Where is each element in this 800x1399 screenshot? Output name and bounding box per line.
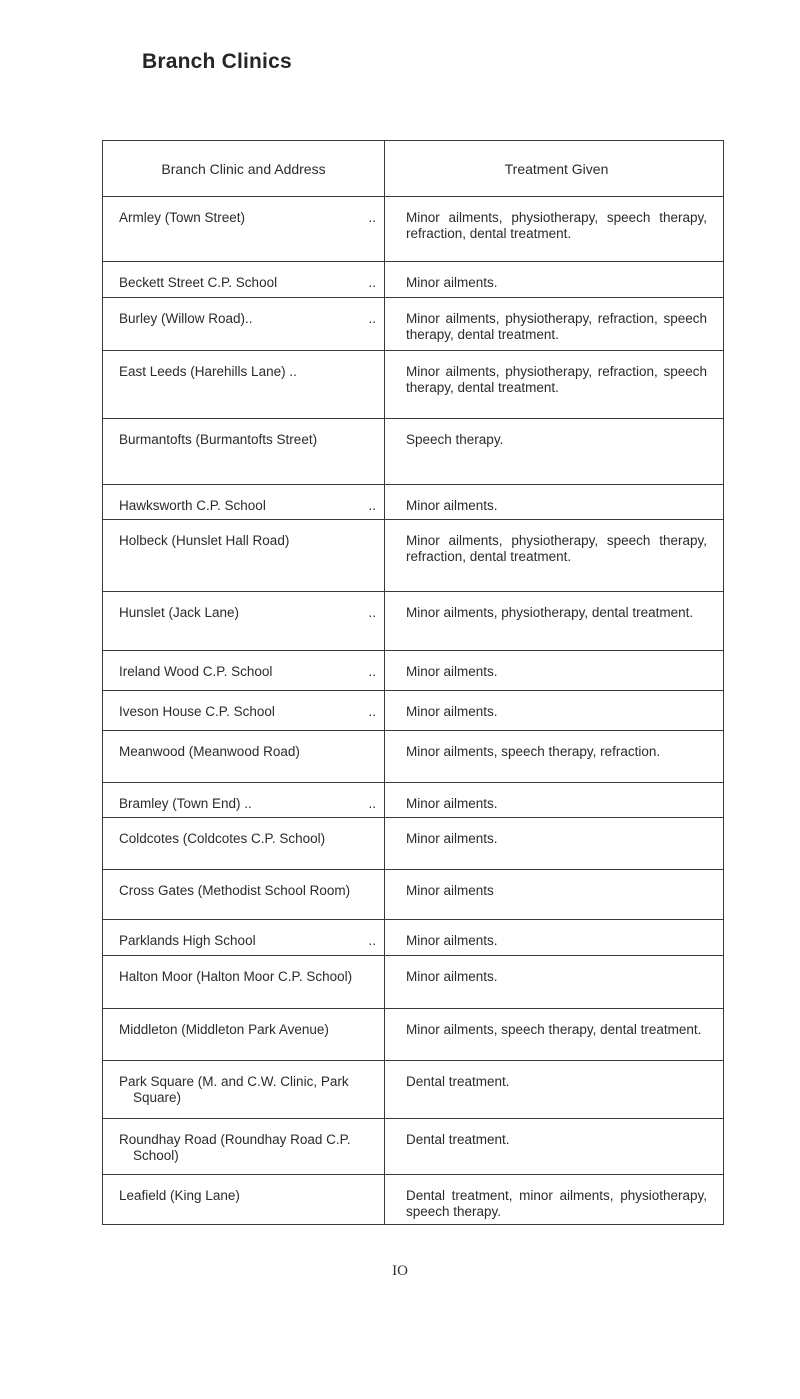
clinic-cell	[103, 920, 385, 955]
table-row	[103, 520, 723, 592]
table-row	[103, 485, 723, 520]
clinic-cell	[103, 351, 385, 418]
table-row	[103, 592, 723, 651]
treatment-cell: Minor ailments, physiotherapy, refraction, speech therapy, dental treatment.	[406, 311, 707, 342]
clinic-name: Burmantofts (Burmantofts Street)	[119, 432, 318, 447]
treatment-cell: Dental treatment.	[406, 1074, 510, 1089]
page-title: Branch Clinics	[142, 50, 292, 73]
table-row	[103, 1061, 723, 1119]
treatment-cell: Minor ailments, speech therapy, refraction.	[406, 744, 661, 759]
clinic-name: Coldcotes (Coldcotes C.P. School)	[119, 831, 326, 846]
table-row	[103, 956, 723, 1009]
treatment-cell: Minor ailments.	[406, 796, 498, 811]
clinic-cell	[103, 197, 385, 261]
clinic-cell	[103, 520, 385, 591]
treatment-cell: Minor ailments.	[406, 933, 498, 948]
column-header-treatment: Treatment Given	[504, 160, 609, 177]
table-row	[103, 651, 723, 691]
treatment-cell: Minor ailments, physiotherapy, speech therapy, refraction, dental treatment.	[406, 210, 707, 241]
clinic-name: Halton Moor (Halton Moor C.P. School)	[119, 969, 353, 984]
clinic-name: Holbeck (Hunslet Hall Road)	[119, 533, 290, 548]
clinic-name: Parklands High School	[119, 933, 256, 948]
table-row	[103, 920, 723, 956]
clinic-name: Park Square (M. and C.W. Clinic, Park Square)	[119, 1074, 349, 1105]
leader-dots: ..	[368, 605, 376, 620]
leader-dots: ..	[368, 796, 376, 811]
clinic-name: Bramley (Town End) ..	[119, 796, 252, 811]
clinic-name: Roundhay Road (Roundhay Road C.P. School)	[119, 1132, 351, 1163]
treatment-cell: Minor ailments, physiotherapy, speech therapy, refraction, dental treatment.	[406, 533, 707, 564]
clinic-name: Ireland Wood C.P. School	[119, 664, 273, 679]
clinic-name: Hunslet (Jack Lane)	[119, 605, 240, 620]
clinic-cell	[103, 298, 385, 350]
clinic-cell	[103, 783, 385, 817]
leader-dots: ..	[368, 664, 376, 679]
table-row	[103, 351, 723, 419]
treatment-cell: Minor ailments.	[406, 664, 498, 679]
clinic-cell	[103, 691, 385, 730]
clinic-cell	[103, 1119, 385, 1174]
leader-dots: ..	[368, 498, 376, 513]
treatment-cell: Minor ailments, speech therapy, dental treatment.	[406, 1022, 702, 1037]
treatment-cell: Minor ailments, physiotherapy, refraction, speech therapy, dental treatment.	[406, 364, 707, 395]
clinic-name: Iveson House C.P. School	[119, 704, 275, 719]
clinic-cell	[103, 870, 385, 919]
clinic-cell	[103, 651, 385, 690]
treatment-cell: Minor ailments.	[406, 704, 498, 719]
treatment-cell: Minor ailments.	[406, 498, 498, 513]
clinic-cell	[103, 956, 385, 1008]
clinic-cell	[103, 419, 385, 484]
table-row	[103, 731, 723, 783]
clinic-cell	[103, 1009, 385, 1060]
clinic-cell	[103, 1175, 385, 1224]
table-row	[103, 1119, 723, 1175]
treatment-cell: Dental treatment.	[406, 1132, 510, 1147]
table-row	[103, 298, 723, 351]
clinic-cell	[103, 731, 385, 782]
leader-dots: ..	[368, 275, 376, 290]
table-row	[103, 419, 723, 485]
treatment-cell: Minor ailments.	[406, 969, 498, 984]
branch-clinics-table	[102, 140, 724, 1225]
table-row	[103, 1175, 723, 1225]
clinic-name: Leafield (King Lane)	[119, 1188, 240, 1203]
treatment-cell: Dental treatment, minor ailments, physiotherapy, speech therapy.	[406, 1188, 707, 1219]
clinic-cell	[103, 262, 385, 297]
table-row	[103, 783, 723, 818]
treatment-cell: Minor ailments.	[406, 831, 498, 846]
column-header-clinic: Branch Clinic and Address	[103, 141, 385, 196]
table-row	[103, 1009, 723, 1061]
treatment-cell: Minor ailments.	[406, 275, 498, 290]
clinic-name: Hawksworth C.P. School	[119, 498, 266, 513]
clinic-name: Beckett Street C.P. School	[119, 275, 278, 290]
table-row	[103, 197, 723, 262]
page-number: IO	[392, 1263, 408, 1279]
leader-dots: ..	[368, 210, 376, 225]
clinic-cell	[103, 818, 385, 869]
leader-dots: ..	[368, 311, 376, 326]
clinic-name: Cross Gates (Methodist School Room)	[119, 883, 351, 898]
clinic-name: Armley (Town Street)	[119, 210, 246, 225]
clinic-name: Meanwood (Meanwood Road)	[119, 744, 300, 759]
table-row	[103, 818, 723, 870]
table-row	[103, 691, 723, 731]
table-row	[103, 262, 723, 298]
clinic-name: East Leeds (Harehills Lane) ..	[119, 364, 297, 379]
treatment-cell: Speech therapy.	[406, 432, 504, 447]
table-header-row	[103, 140, 723, 197]
leader-dots: ..	[368, 933, 376, 948]
leader-dots: ..	[368, 704, 376, 719]
treatment-cell: Minor ailments, physiotherapy, dental treatment.	[406, 605, 694, 620]
clinic-name: Middleton (Middleton Park Avenue)	[119, 1022, 329, 1037]
table-row	[103, 870, 723, 920]
treatment-cell: Minor ailments	[406, 883, 494, 898]
clinic-cell	[103, 485, 385, 519]
table-body	[103, 197, 723, 1225]
clinic-cell	[103, 1061, 385, 1118]
clinic-cell	[103, 592, 385, 650]
clinic-name: Burley (Willow Road)..	[119, 311, 253, 326]
